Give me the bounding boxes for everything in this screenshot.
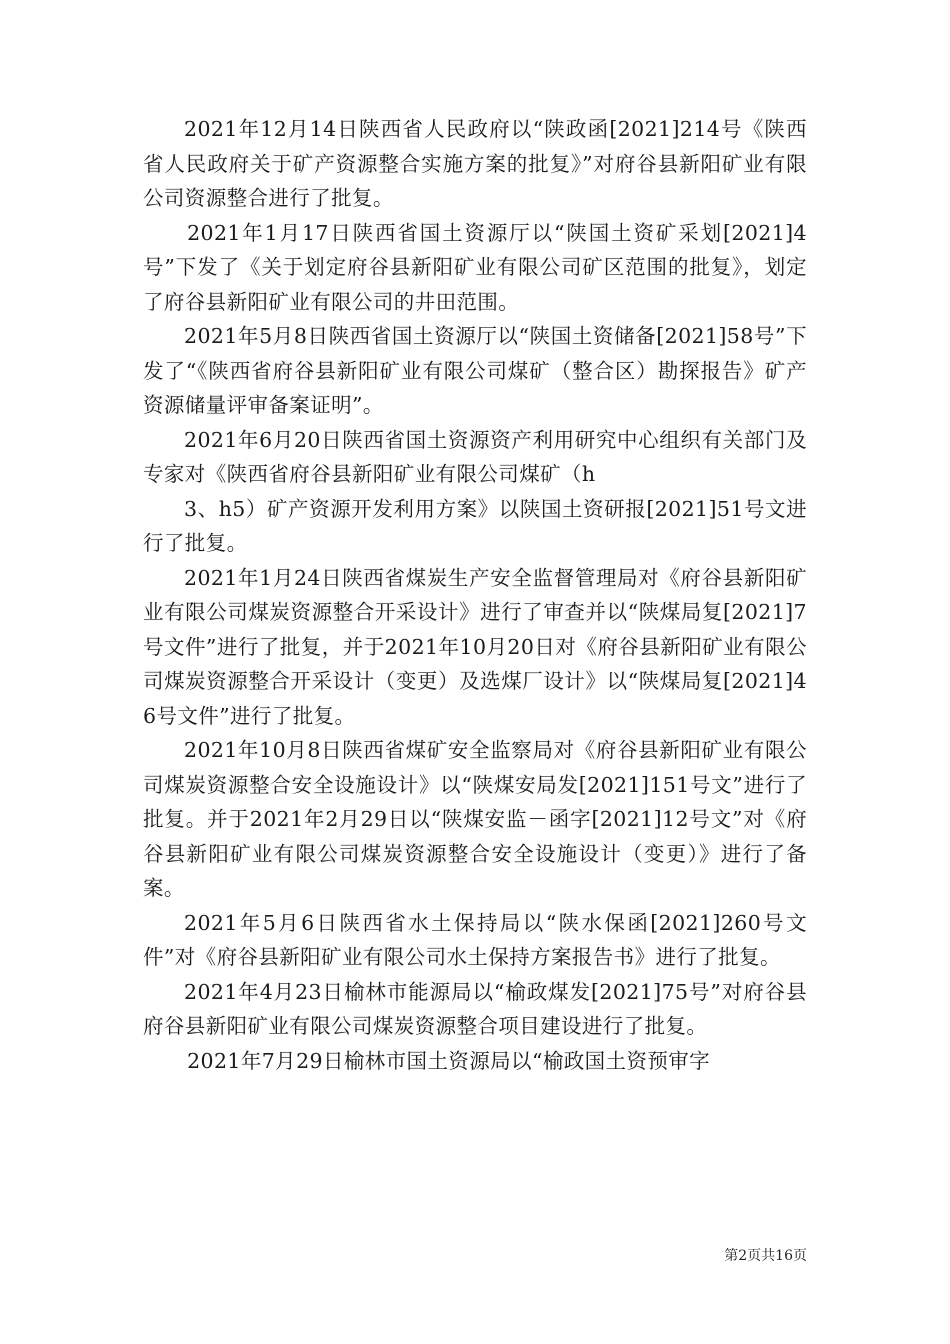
paragraph-mining-design-approval: 2021年1月24日陕西省煤炭生产安全监督管理局对《府谷县新阳矿业有限公司煤炭资源整合开采设计》进行了审查并以“陕煤局复[2021]7号文件”进行了批复，并于2021年10月20日对《府谷县新阳矿业有限公司煤炭资源整合开采设计（变更）及选煤厂设计》以“陕煤局复[2021]46号文件”进行了批复。 xyxy=(143,565,807,728)
paragraph-soil-conservation-approval: 2021年5月6日陕西省水土保持局以“陕水保函[2021]260号文件”对《府谷县新阳矿业有限公司水土保持方案报告书》进行了批复。 xyxy=(143,910,807,969)
paragraph-mining-area-approval: 2021年1月17日陕西省国土资源厅以“陕国土资矿采划[2021]4号”下发了《关于划定府谷县新阳矿业有限公司矿区范围的批复》，划定了府谷县新阳矿业有限公司的井田范围。 xyxy=(143,220,807,314)
paragraph-reserves-filing: 2021年5月8日陕西省国土资源厅以“陕国土资储备[2021]58号”下发了“《陕西省府谷县新阳矿业有限公司煤矿（整合区）勘探报告》矿产资源储量评审备案证明”。 xyxy=(143,324,807,417)
document-body xyxy=(143,112,807,1078)
paragraph-energy-bureau-approval: 2021年4月23日榆林市能源局以“榆政煤发[2021]75号”对府谷县府谷县新阳矿业有限公司煤炭资源整合项目建设进行了批复。 xyxy=(143,979,807,1038)
page-number: 第2页共16页 xyxy=(724,1248,807,1264)
paragraph-development-plan-end: 3、h5）矿产资源开发利用方案》以陕国土资研报[2021]51号文进行了批复。 xyxy=(143,496,807,555)
paragraph-development-plan-start: 2021年6月20日陕西省国土资源资产利用研究中心组织有关部门及专家对《陕西省府谷县新阳矿业有限公司煤矿（h xyxy=(143,427,807,486)
paragraph-safety-design-approval: 2021年10月8日陕西省煤矿安全监察局对《府谷县新阳矿业有限公司煤炭资源整合安全设施设计》以“陕煤安局发[2021]151号文”进行了批复。并于2021年2月29日以“陕煤安监－函字[2021]12号文”对《府谷县新阳矿业有限公司煤炭资源整合安全设施设计（变更）》进行了备案。 xyxy=(143,738,807,900)
paragraph-land-resource-approval: 2021年7月29日榆林市国土资源局以“榆政国土资预审字 xyxy=(187,1048,711,1073)
paragraph-provincial-approval: 2021年12月14日陕西省人民政府以“陕政函[2021]214号《陕西省人民政府关于矿产资源整合实施方案的批复》”对府谷县新阳矿业有限公司资源整合进行了批复。 xyxy=(143,117,807,210)
